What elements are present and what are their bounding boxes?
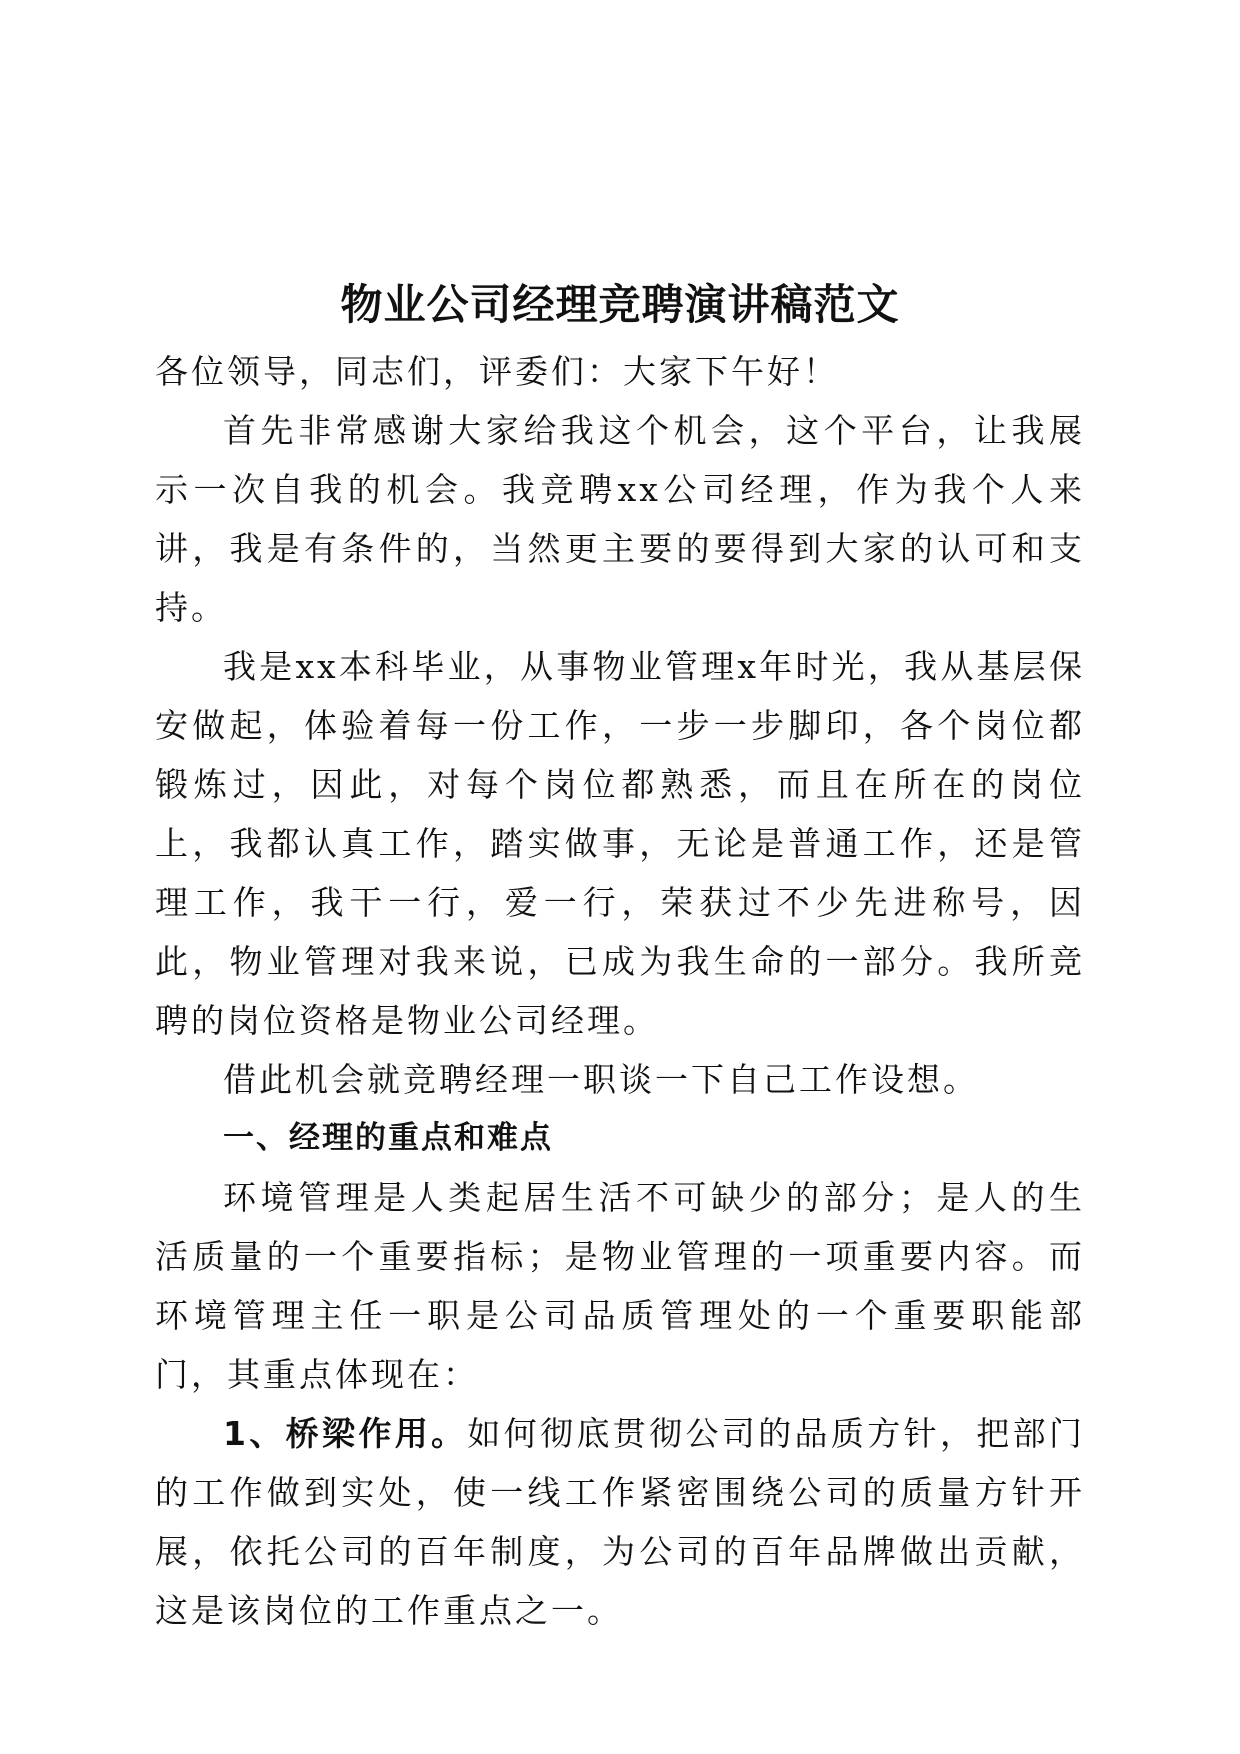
paragraph-intro: 首先非常感谢大家给我这个机会，这个平台，让我展示一次自我的机会。我竞聘xx公司经理，作为我个人来讲，我是有条件的，当然更主要的要得到大家的认可和支持。 [155, 411, 1085, 627]
document-body [155, 270, 1085, 1640]
section-heading: 一、经理的重点和难点 [223, 1120, 553, 1156]
document-title: 物业公司经理竞聘演讲稿范文 [340, 280, 900, 329]
paragraph-section: 环境管理是人类起居生活不可缺少的部分；是人的生活质量的一个重要指标；是物业管理的一项重要内容。而环境管理主任一职是公司品质管理处的一个重要职能部门，其重点体现在： [155, 1178, 1085, 1394]
paragraph-background: 我是xx本科毕业，从事物业管理x年时光，我从基层保安做起，体验着每一份工作，一步一步脚印，各个岗位都锻炼过，因此，对每个岗位都熟悉，而且在所在的岗位上，我都认真工作，踏实做事，无论是普通工作，还是管理工作，我干一行，爱一行，荣获过不少先进称号，因此，物业管理对我来说，已成为我生命的一部分。我所竞聘的岗位资格是物业公司经理。 [155, 647, 1085, 1040]
paragraph-point-1 [155, 1404, 1085, 1640]
greeting: 各位领导，同志们，评委们：大家下午好！ [155, 352, 839, 391]
point-1-text: 如何彻底贯彻公司的品质方针，把部门的工作做到实处，使一线工作紧密围绕公司的质量方针开展，依托公司的百年制度，为公司的百年品牌做出贡献，这是该岗位的工作重点之一。 [155, 1414, 1085, 1630]
point-1-lead: 1、桥梁作用。 [223, 1414, 468, 1453]
paragraph-transition: 借此机会就竞聘经理一职谈一下自己工作设想。 [223, 1060, 979, 1099]
